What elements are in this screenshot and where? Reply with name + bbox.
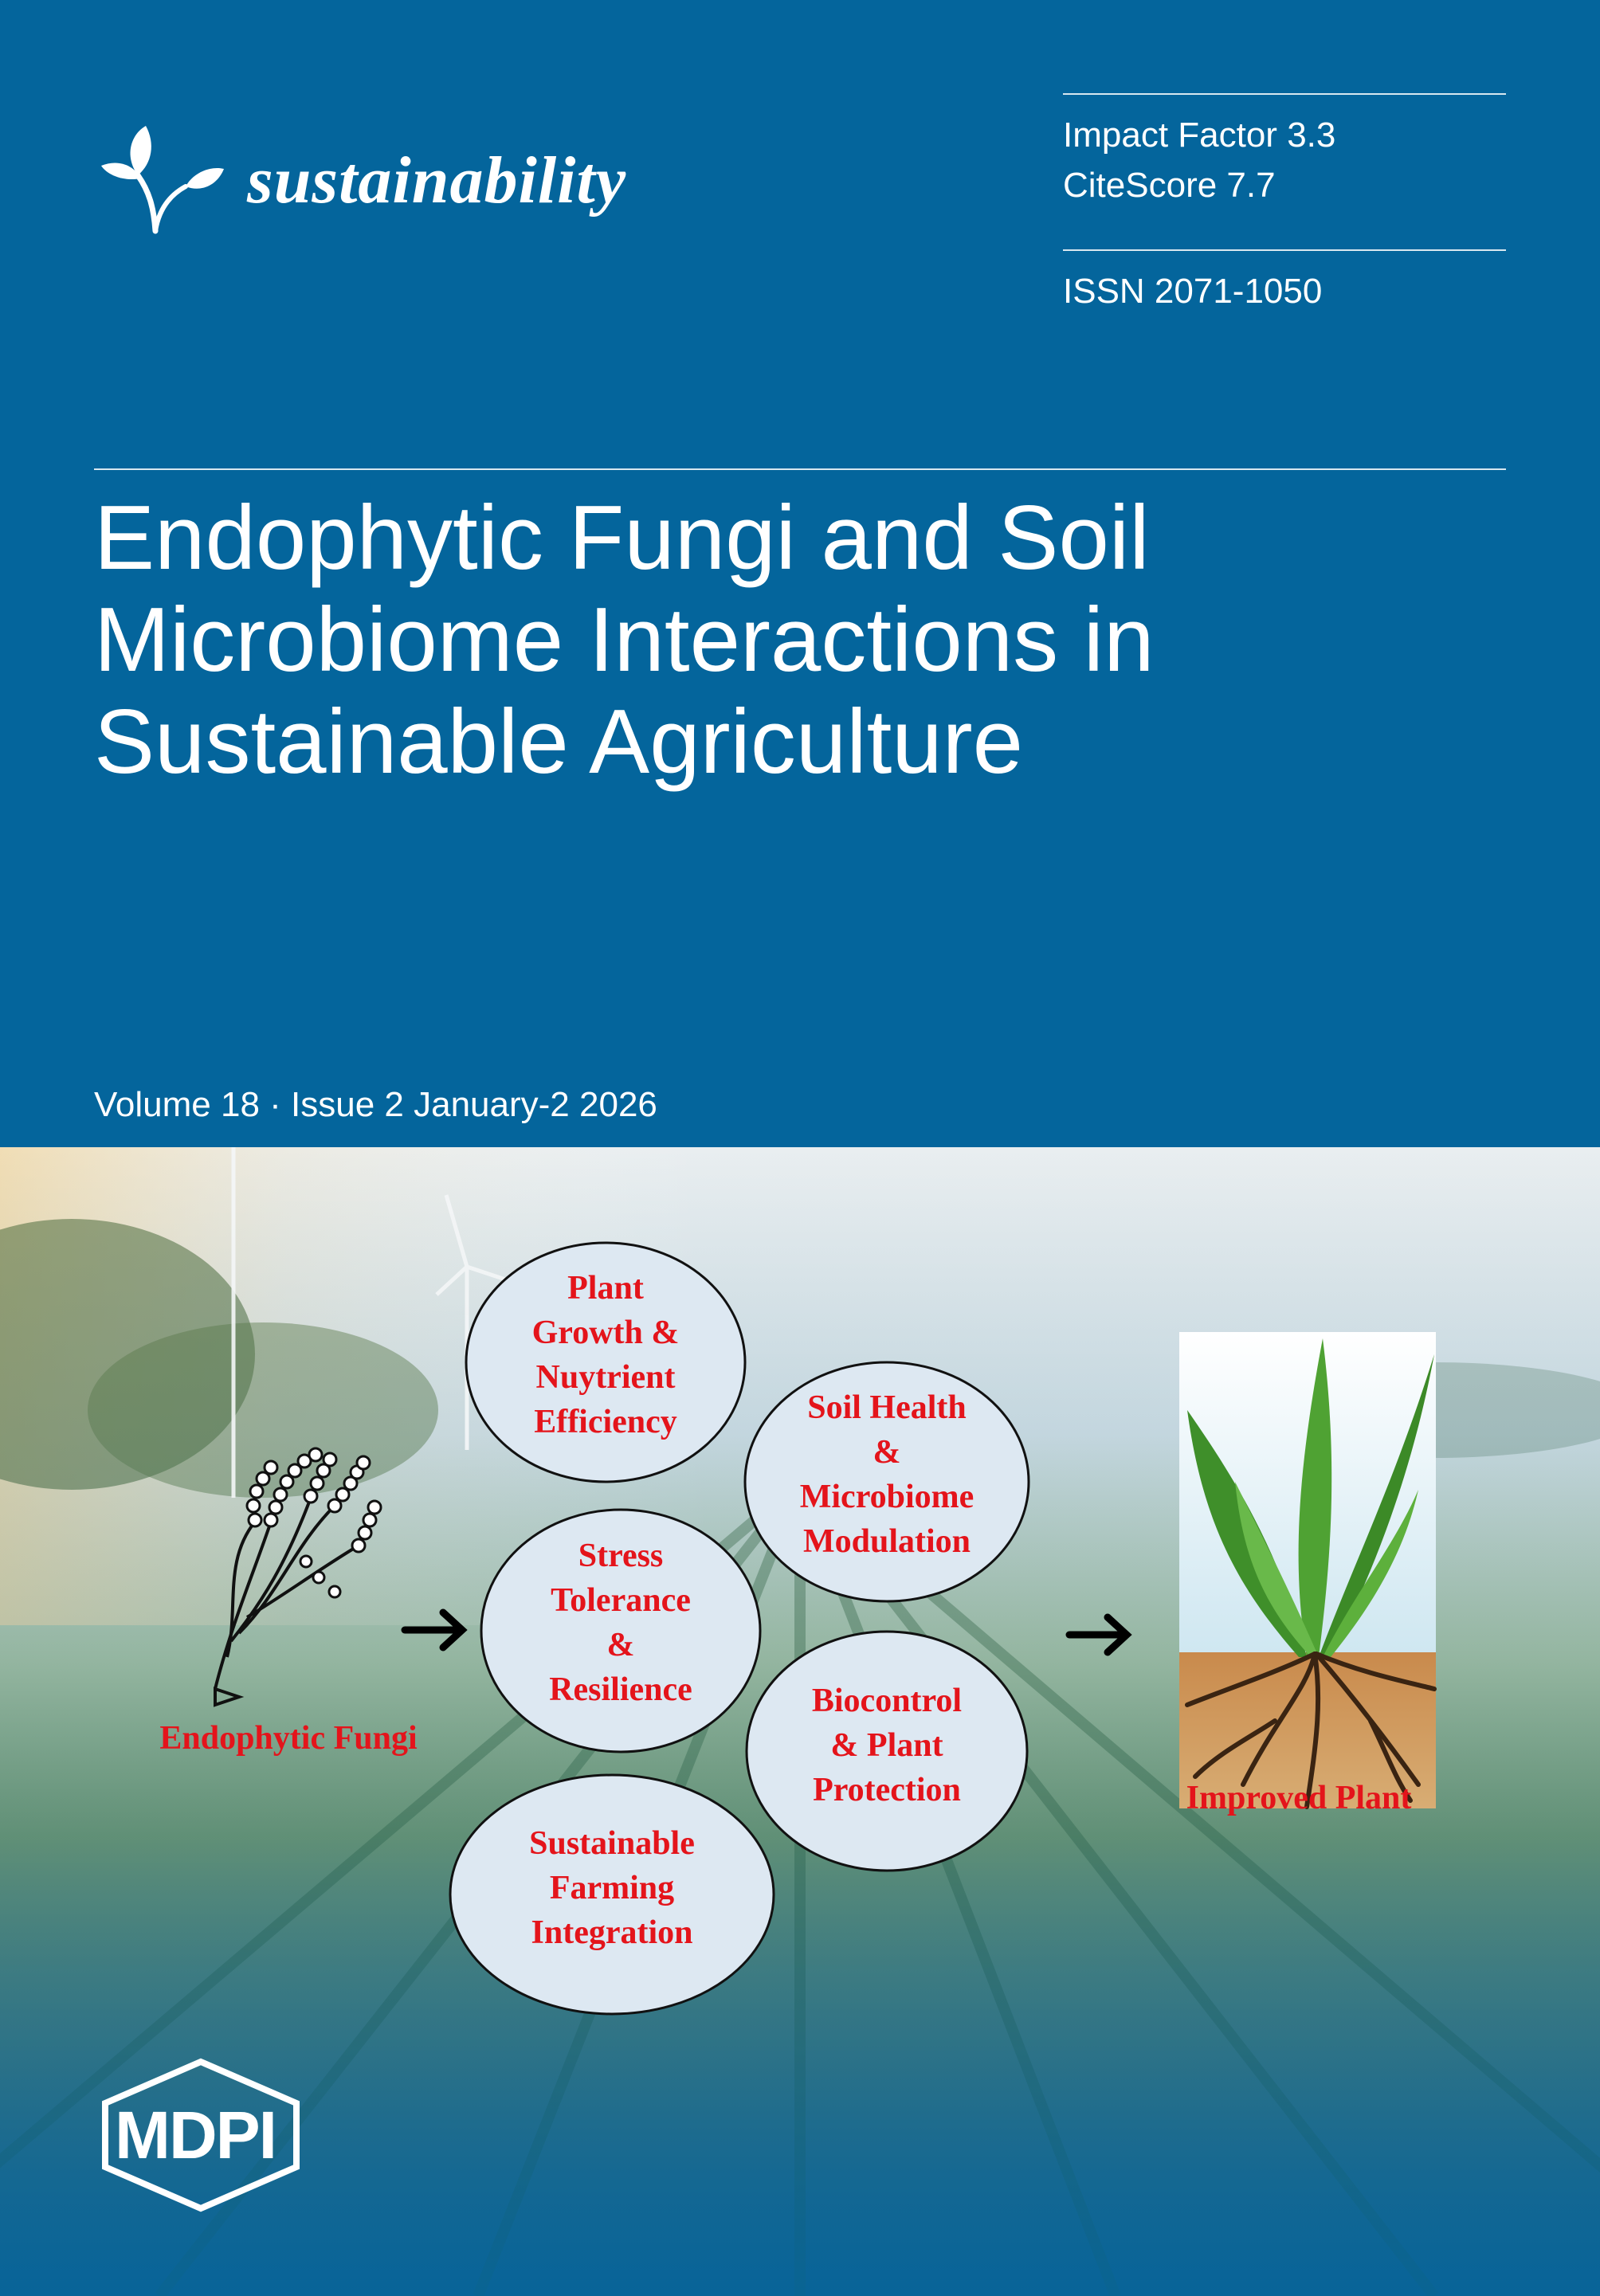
bubble-line: Farming — [549, 1870, 675, 1906]
title-rule — [94, 468, 1506, 470]
leaf-logo-icon — [100, 120, 227, 239]
publisher-name: MDPI — [115, 2098, 276, 2173]
journal-name: sustainability — [247, 143, 627, 217]
result-label: Improved Plant — [1186, 1780, 1412, 1816]
title-line: Microbiome Interactions in — [94, 590, 1155, 691]
metrics-bottom-rule — [1063, 249, 1506, 251]
cite-score: CiteScore 7.7 — [1063, 166, 1276, 205]
bubble-line: Soil Health — [807, 1389, 967, 1426]
bubble-line: & Plant — [830, 1727, 943, 1764]
bubble — [450, 1775, 774, 2014]
bubble — [747, 1632, 1027, 1871]
bubble — [481, 1510, 760, 1752]
bubble-line: Tolerance — [551, 1582, 691, 1619]
bubble-line: Plant — [567, 1270, 644, 1307]
bubble-line: Sustainable — [529, 1825, 695, 1862]
bubble-line: Growth & — [531, 1315, 680, 1351]
bubble-line: & — [606, 1627, 635, 1663]
article-title — [94, 488, 1512, 793]
issn: ISSN 2071-1050 — [1063, 272, 1323, 311]
bubble-line: Modulation — [802, 1523, 971, 1560]
bubble-line: Stress — [578, 1538, 664, 1574]
bubble-line: Protection — [813, 1772, 961, 1808]
title-line: Endophytic Fungi and Soil — [94, 488, 1150, 589]
bubble — [466, 1243, 745, 1482]
bubble-line: Integration — [531, 1914, 693, 1951]
bubble-line: Resilience — [549, 1671, 692, 1708]
bubble-line: Biocontrol — [811, 1683, 963, 1719]
bubble — [745, 1362, 1029, 1601]
bubble-line: Nuytrient — [535, 1359, 676, 1396]
improved-plant-panel — [1179, 1332, 1436, 1808]
bubble-line: & — [873, 1434, 901, 1471]
title-line: Sustainable Agriculture — [94, 692, 1024, 793]
bubble-line: Efficiency — [534, 1404, 677, 1440]
impact-factor: Impact Factor 3.3 — [1063, 116, 1336, 155]
source-label: Endophytic Fungi — [159, 1720, 418, 1757]
metrics-top-rule — [1063, 93, 1506, 95]
publisher-logo — [89, 2055, 312, 2215]
journal-logo — [100, 120, 657, 247]
bubble-line: Microbiome — [799, 1479, 975, 1515]
volume-issue: Volume 18 · Issue 2 January-2 2026 — [94, 1085, 657, 1124]
